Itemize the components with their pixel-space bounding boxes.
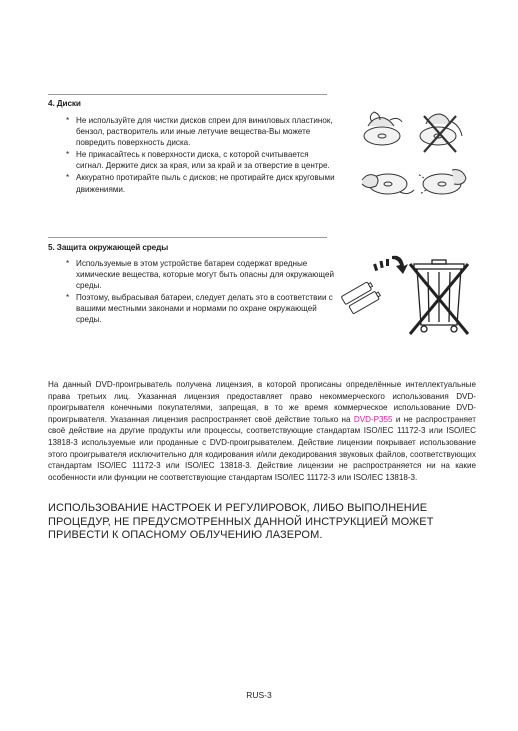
model-number: DVD-P355 [353, 414, 393, 424]
discs-bullet-list [66, 115, 338, 196]
laser-warning: ИСПОЛЬЗОВАНИЕ НАСТРОЕК И РЕГУЛИРОВОК, ЛИБО ВЫПОЛНЕНИЕ ПРОЦЕДУР, НЕ ПРЕДУСМОТРЕННЫХ ДАННОЙ ИНСТРУКЦИЕЙ МОЖЕТ ПРИВЕСТИ К ОПАСНОМУ ОБЛУЧЕНИЮ ЛАЗЕРОМ. [48, 502, 434, 541]
environment-bullet-2: * Поэтому, выбрасывая батареи, следует делать это в соответствии с вашими местными законами и нормами по охране окружающей среды. [66, 292, 338, 325]
arrow-icon [373, 256, 408, 274]
section-divider-environment [48, 237, 327, 238]
disc-wrong-handling-icon [420, 114, 462, 152]
section-heading-discs: 4. Диски [48, 99, 81, 108]
license-paragraph [48, 379, 476, 483]
license-text-end: и не распространяет своё действие на другие продукты или процессы, соответствующие стандартам ISO/IEC 11172-3 или ISO/IEC 13818-3 используемые или проданные с DVD-проигрывателем. Действие лицензии покрывает использование этого проигрывателя исключительно для кодирования и/или декодирования звуковых файлов, соответствующих стандартам ISO/IEC 11172-3 или ISO/IEC 13818-3. Действие лицензии не распространяется ни на какие особенности или функции не соответствующие стандартам ISO/IEC 11172-3 или ISO/IEC 13818-3. [48, 414, 476, 482]
section-divider-discs [48, 94, 327, 95]
disc-wipe-icon [418, 170, 466, 194]
battery-disposal-illustration [340, 250, 470, 340]
license-text-start: На данный DVD-проигрыватель получена лицензия, в которой прописаны определённые интеллектуальные права третьих лиц. Указанная лицензия предоставляет право некоммерческого использования DVD-проигрывателя конечными покупателями, запрещая, в то же время коммерческое использование DVD-проигрывателя. Указанная лицензия распространяет своё действие только на [48, 380, 476, 424]
section-heading-environment: 5. Защита окружающей среды [48, 243, 169, 252]
environment-bullet-list [66, 258, 338, 327]
discs-bullet-2: * Не прикасайтесь к поверхности диска, с которой считывается сигнал. Держите диск за края, или за край и за отверстие в центре. [66, 149, 338, 171]
disc-handling-illustration [360, 108, 472, 208]
discs-bullet-3: * Аккуратно протирайте пыль с дисков; не протирайте диск круговыми движениями. [66, 172, 338, 194]
disc-hold-edge-icon [362, 174, 414, 194]
discs-bullet-1: * Не используйте для чистки дисков спреи для виниловых пластинок, бензол, растворитель или иные летучие вещества-Вы можете повредить поверхность диска. [66, 115, 338, 148]
page-number: RUS-3 [246, 690, 272, 700]
disc-spray-icon [364, 112, 402, 145]
battery-icon [341, 280, 381, 315]
environment-bullet-1: * Используемые в этом устройстве батареи содержат вредные химические вещества, которые могут быть опасны для окружающей среды. [66, 258, 338, 291]
crossed-out-bin-icon [410, 260, 468, 334]
